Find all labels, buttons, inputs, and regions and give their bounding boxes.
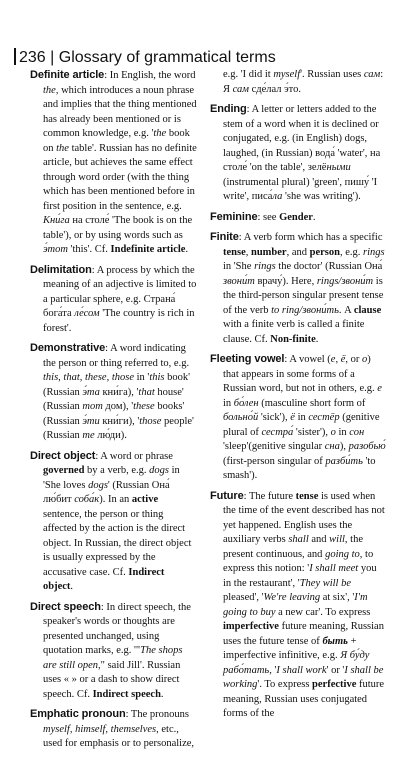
definition-text: ,: [245, 246, 251, 258]
definition-text: myself: [273, 69, 301, 80]
header-rule: [14, 48, 16, 65]
definition-text: сам: [232, 83, 249, 95]
definition-text: 'she was writing').: [282, 191, 361, 202]
definition-text: , or: [345, 354, 362, 365]
definition-text: in: [223, 397, 234, 409]
glossary-entry-finite: [210, 230, 387, 347]
glossary-entry-direct-object: [30, 449, 197, 595]
definition-text: that: [138, 386, 155, 398]
definition-text: тот: [82, 401, 103, 412]
definition-text: those: [139, 415, 162, 427]
definition-text: : A vowel (: [284, 354, 331, 365]
definition-text: кни́га), ': [99, 386, 139, 398]
definition-text: in 'She: [223, 261, 255, 272]
definition-text: сестёр: [308, 412, 340, 423]
definition-text: , and: [286, 246, 310, 258]
definition-text: : In English, the word: [104, 70, 196, 81]
definition-text: ными: [326, 162, 351, 173]
definition-text: a new car'. To express: [275, 606, 371, 618]
definition-text: 'sister'),: [293, 426, 331, 438]
definition-text: We're leaving: [263, 592, 321, 603]
definition-text: соба́к: [74, 494, 100, 505]
headword: Fleeting vowel: [210, 353, 285, 365]
definition-text: 'to smash').: [223, 455, 376, 481]
definition-text: the: [153, 128, 167, 139]
definition-text: I shall meet: [309, 563, 359, 574]
definition-text: ла: [272, 191, 283, 202]
definition-text: Non-finite: [270, 333, 316, 345]
definition-text: Indefinite article: [110, 244, 186, 255]
definition-text: .: [312, 211, 316, 223]
definition-text: with a finite verb is called a finite clause. Cf.: [223, 319, 365, 345]
definition-text: Gender: [279, 211, 313, 223]
definition-text: о: [361, 354, 368, 365]
glossary-entry-delimitation: [30, 263, 197, 337]
definition-text: is used when the time of the event described has not yet happened. English uses the auxiliary verbs: [223, 490, 385, 545]
definition-text: perfective: [312, 679, 357, 690]
definition-text: in 'She loves: [43, 465, 180, 491]
definition-text: this: [149, 372, 165, 383]
definition-text: sentence, the person or thing affected by the action is the direct object. In Russian, the direct object is usually expressed by the accusative case. Cf.: [43, 508, 192, 578]
definition-text: быть: [322, 635, 348, 647]
definition-text: 'this'. Cf.: [67, 244, 111, 255]
definition-text: future meaning, Russian uses the future tense of: [223, 621, 384, 647]
definition-text: : A word or phrase: [95, 450, 173, 462]
definition-text: book on: [43, 128, 190, 154]
definition-text: this, that, these, those: [43, 372, 134, 383]
definition-text: бо́лен: [233, 397, 259, 409]
headword: Feminine: [210, 210, 258, 223]
definition-text: rings/звони́т: [316, 275, 374, 287]
definition-text: : A verb form which has a specific: [238, 232, 383, 243]
definition-text: at six', ': [320, 592, 355, 603]
headword: Direct speech: [30, 600, 101, 613]
headword: Ending: [210, 103, 247, 115]
definition-text: (genitive plural of: [223, 412, 380, 438]
definition-text: врачу́). Here,: [254, 275, 317, 287]
definition-text: e.g. 'I did it: [223, 69, 274, 80]
definition-text: by a verb, e.g.: [84, 465, 150, 476]
definition-text: ) that appears in some forms of a Russian word, but not in others, e.g.: [223, 354, 378, 394]
definition-text: will: [329, 534, 345, 545]
headword: Direct object: [30, 449, 96, 462]
definition-text: Кни́га: [43, 215, 70, 226]
definition-text: э́та: [82, 386, 100, 398]
definition-text: сам: [363, 69, 381, 80]
right-column: [210, 68, 387, 727]
definition-text: ),: [339, 441, 349, 452]
definition-text: на столе́ 'The book is on the table'), or by using words such as: [43, 215, 193, 241]
headword: Demonstrative: [30, 342, 106, 354]
glossary-entry-demonstrative: [30, 341, 197, 444]
definition-text: ле́сом: [74, 308, 100, 319]
definition-text: They will be: [299, 577, 352, 589]
definition-text: .: [160, 688, 164, 700]
definition-text: the: [43, 84, 56, 96]
definition-text: 'The country is rich in forest'.: [43, 308, 195, 334]
headword: Definite article: [30, 69, 105, 81]
definition-text: the doctor' (Russian Она́: [275, 261, 383, 272]
running-title: Glossary of grammatical terms: [58, 49, 276, 66]
running-header: [14, 48, 276, 67]
definition-text: .: [70, 581, 74, 592]
definition-text: books' (Russian: [43, 401, 185, 427]
definition-text: разобью́: [348, 441, 386, 452]
left-column: [30, 68, 197, 757]
glossary-entry-emphatic-pronoun-cont: [210, 68, 387, 97]
definition-text: Indirect object: [43, 566, 165, 592]
definition-text: future meaning, Russian uses conjugated forms of the: [223, 679, 385, 719]
definition-text: (instrumental plural) 'green', пишу́ 'I write', писа́: [223, 176, 378, 202]
definition-text: сон: [349, 426, 365, 438]
definition-text: tense: [223, 246, 246, 258]
definition-text: Я бу́ду рабо́тать: [223, 650, 370, 676]
definition-text: .: [185, 244, 189, 255]
definition-text: звони́т: [223, 275, 255, 287]
definition-text: 'sick'),: [258, 412, 291, 423]
glossary-entry-future: [210, 489, 387, 722]
definition-text: лю́ди).: [94, 430, 127, 441]
definition-text: rings: [363, 246, 385, 258]
definition-text: , to express this notion: ': [223, 548, 374, 574]
definition-text: person: [309, 246, 340, 258]
definition-text: tense: [295, 490, 319, 502]
definition-text: in: [335, 426, 350, 438]
definition-text: myself, himself, themselves: [43, 723, 157, 735]
definition-text: rings: [254, 261, 276, 272]
glossary-entry-emphatic-pronoun: [30, 707, 197, 752]
definition-text: dogs: [149, 465, 169, 476]
header-separator: |: [50, 49, 55, 66]
definition-text: разби́ть: [325, 455, 363, 467]
definition-text: сна: [324, 441, 340, 452]
glossary-entry-direct-speech: [30, 600, 197, 703]
definition-text: ," said Jill'. Russian uses « » or a dash to show direct speech. Cf.: [43, 659, 181, 700]
glossary-entry-fleeting-vowel: [210, 352, 387, 484]
definition-text: : A letter or letters added to the stem of a word when it is declined or conjugated, e.g. (in English) dogs, laughed, (in Russian) вода́ 'water', на столе́ 'on the table', зелё: [223, 104, 381, 173]
definition-text: кни́ги), ': [99, 415, 140, 427]
definition-text: imperfective: [223, 621, 279, 632]
definition-text: 'sleep'(genitive singular: [223, 441, 325, 452]
definition-text: : Я: [223, 69, 384, 95]
headword: Future: [210, 489, 244, 502]
definition-text: '. Russian uses: [300, 69, 364, 80]
definition-text: number: [251, 246, 287, 258]
definition-text: Indirect speech: [92, 688, 161, 700]
definition-text: э́ти: [82, 415, 100, 427]
definition-text: .: [315, 333, 319, 345]
definition-text: dogs: [88, 479, 108, 491]
definition-text: these: [133, 401, 155, 412]
definition-text: , etc., used for emphasis or to personalize,: [43, 723, 195, 749]
page-number: 236: [19, 49, 46, 66]
headword: Finite: [210, 231, 239, 243]
definition-text: house' (Russian: [43, 386, 184, 412]
definition-text: : A process by which the meaning of an adjective is limited to a particular sphere, e.g. Страна́ бога́та: [43, 264, 197, 319]
definition-text: , which introduces a noun phrase and implies that the thing mentioned has already been mentioned or is common knowledge, e.g. ': [43, 84, 197, 139]
glossary-entry-ending: [210, 102, 387, 205]
definition-text: сде́лал э́то.: [248, 83, 301, 95]
definition-text: table'. Russian has no definite article, but achieves the same effect through word order (with the thing which has been mentioned before in first position in the sentence, e.g.: [43, 142, 197, 212]
definition-text: ' (Russian Она́ лю́бит: [43, 479, 170, 505]
definition-text: to ring/звони́ть: [271, 304, 339, 316]
definition-text: going to: [325, 548, 360, 560]
definition-text: : The pronouns: [125, 709, 189, 720]
definition-text: you in the restaurant', ': [223, 563, 377, 589]
definition-text: book' (Russian: [43, 372, 191, 398]
definition-text: е, ё: [330, 354, 346, 365]
definition-text: governed: [43, 465, 85, 476]
definition-text: '. To express: [257, 679, 313, 690]
definition-text: , ': [269, 664, 277, 676]
definition-text: I shall work: [276, 664, 327, 676]
definition-text: , the present continuous, and: [223, 534, 363, 560]
definition-text: + imperfective infinitive, e.g.: [223, 635, 357, 661]
definition-text: in: [294, 412, 309, 423]
definition-text: сестра́: [261, 426, 294, 438]
definition-text: ' or ': [326, 664, 345, 676]
glossary-entry-definite-article: [30, 68, 197, 258]
definition-text: in ': [134, 372, 150, 383]
definition-text: , e.g.: [339, 246, 364, 258]
definition-text: pleased', ': [223, 592, 264, 603]
headword: Emphatic pronoun: [30, 708, 126, 720]
definition-text: : The future: [243, 490, 296, 502]
headword: Delimitation: [30, 263, 92, 276]
definition-text: больно́й: [223, 412, 259, 423]
definition-text: те: [82, 430, 95, 441]
definition-text: : see: [257, 211, 280, 223]
definition-text: people' (Russian: [43, 415, 194, 441]
definition-text: The shops are still open: [43, 645, 183, 671]
definition-text: clause: [353, 304, 382, 316]
definition-text: : In direct speech, the speaker's words or thoughts are presented unchanged, using quotation marks, e.g. '": [43, 601, 191, 656]
definition-text: о: [330, 426, 336, 438]
glossary-entry-feminine: [210, 210, 387, 226]
definition-text: I shall be working: [223, 664, 384, 690]
definition-text: : A word indicating the person or thing referred to, e.g.: [43, 343, 190, 369]
definition-text: is the third-person singular present tense of the verb: [223, 275, 384, 316]
definition-text: the: [56, 142, 69, 154]
definition-text: (first-person singular of: [223, 455, 326, 467]
definition-text: shall: [288, 534, 309, 545]
definition-text: active: [131, 494, 159, 505]
definition-text: (masculine short form of: [258, 397, 366, 409]
definition-text: ё: [290, 412, 295, 423]
definition-text: ). In an: [99, 494, 132, 505]
definition-text: and: [308, 534, 330, 545]
definition-text: . A: [338, 304, 354, 316]
definition-text: I'm going to buy: [223, 592, 368, 618]
definition-text: дом), ': [102, 401, 134, 412]
definition-text: э́тот: [43, 244, 68, 255]
definition-text: е: [377, 383, 382, 394]
